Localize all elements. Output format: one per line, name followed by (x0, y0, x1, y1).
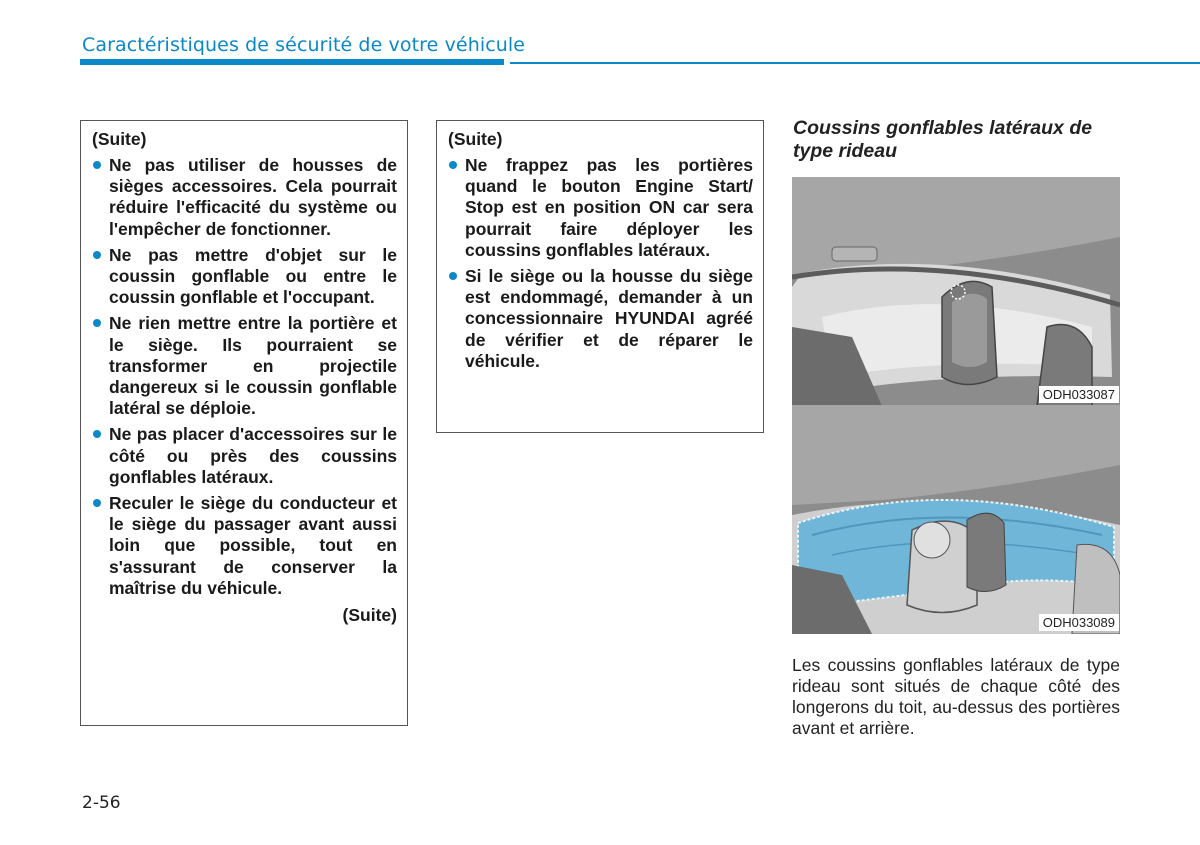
page-number: 2-56 (82, 793, 121, 813)
warning-item (92, 245, 397, 309)
warning-list (448, 155, 753, 372)
continued-label: (Suite) (92, 129, 147, 149)
warning-item-text: Ne rien mettre entre la portière et le siège. Ils pourraient se transformer en projectile dangereux si le coussin gonflable latéral se déploie. (109, 313, 397, 419)
warning-list (92, 155, 397, 599)
warning-item-text: Reculer le siège du conducteur et le siège du passager avant aussi loin que possible, tout en s'assurant de conserver la maîtrise du véhicule. (109, 493, 397, 598)
warning-item-text: Si le siège ou la housse du siège est endommagé, demander à un concessionnaire HYUNDAI agréé de vérifier et de réparer le véhicule. (465, 266, 753, 371)
airbag-deployed-illustration (792, 405, 1120, 634)
figure-code-label: ODH033087 (1039, 386, 1119, 403)
warning-item-text: Ne pas mettre d'objet sur le coussin gonflable ou entre le coussin gonflable et l'occupant. (109, 244, 397, 308)
bullet-icon (449, 161, 457, 169)
bullet-icon (93, 499, 101, 507)
warning-item (92, 313, 397, 419)
description-paragraph: Les coussins gonflables latéraux de type rideau sont situés de chaque côté des longerons du toit, au-dessus des portières avant et arrière. (792, 655, 1120, 738)
warning-box-middle (436, 120, 764, 433)
warning-item (92, 493, 397, 599)
warning-item (448, 155, 753, 261)
header-rule-thick (80, 59, 504, 65)
warning-item-text: Ne pas placer d'accessoires sur le côté ou près des coussins gonflables latéraux. (109, 424, 397, 487)
continued-footer: (Suite) (342, 605, 397, 626)
figure-code-label: ODH033089 (1039, 614, 1119, 631)
bullet-icon (93, 161, 101, 169)
figure-cabin-stowed (792, 177, 1120, 406)
figure-cabin-deployed (792, 405, 1120, 634)
page-header-title: Caractéristiques de sécurité de votre véhicule (82, 34, 526, 56)
warning-item-text: Ne pas utiliser de housses de sièges accessoires. Cela pourrait réduire l'efficacité du système ou l'empêcher de fonctionner. (109, 155, 397, 239)
car-interior-illustration (792, 177, 1120, 406)
bullet-icon (93, 430, 101, 438)
continued-label: (Suite) (448, 129, 503, 149)
bullet-icon (93, 251, 101, 259)
warning-box-left (80, 120, 408, 726)
header-rule-thin (510, 62, 1200, 64)
warning-item (448, 266, 753, 372)
section-title: Coussins gonflables latéraux de type rideau (793, 117, 1093, 162)
warning-item (92, 424, 397, 488)
bullet-icon (449, 272, 457, 280)
warning-item-text: Ne frappez pas les portières quand le bouton Engine Start/ Stop est en position ON car sera pourrait faire déployer les coussins gonflables latéraux. (465, 155, 753, 260)
bullet-icon (93, 319, 101, 327)
warning-item (92, 155, 397, 240)
